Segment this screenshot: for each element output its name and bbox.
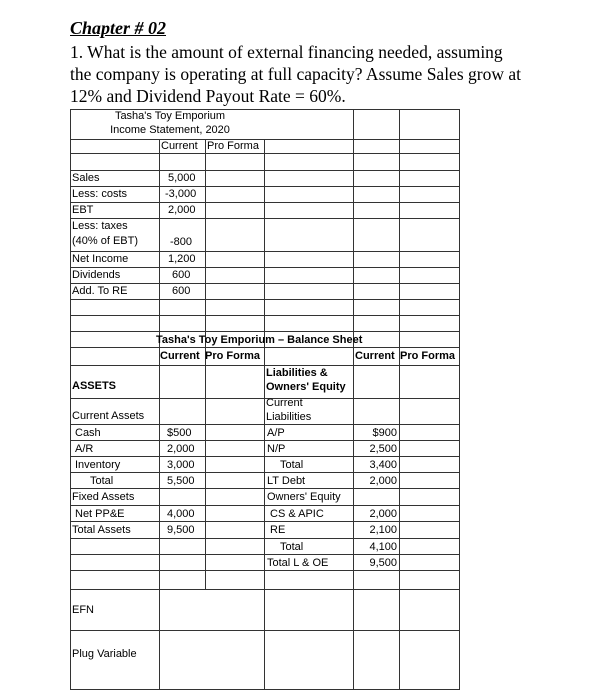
is-row-label: EBT [72, 204, 94, 216]
ar-current: 2,000 [167, 443, 195, 455]
is-row-current: 1,200 [168, 253, 196, 265]
total-assets-label: Total Assets [72, 524, 131, 536]
re-current: 2,100 [369, 524, 397, 536]
total-cl-current: 3,400 [369, 459, 397, 471]
cash-current: $500 [167, 427, 192, 439]
bs-col-current: Current [160, 350, 200, 362]
bs-col-current-right: Current [355, 350, 395, 362]
is-col-pro-forma: Pro Forma [207, 140, 259, 152]
ap-label: A/P [267, 427, 285, 439]
chapter-title: Chapter # 02 [70, 18, 167, 38]
is-row-current: 600 [172, 285, 191, 297]
total-oe-label: Total [280, 541, 304, 553]
question-line-2: the company is operating at full capacity? Assume Sales grow at [70, 64, 521, 84]
bs-title: Tasha's Toy Emporium – Balance Sheet [156, 334, 363, 346]
net-ppe-current: 4,000 [167, 508, 195, 520]
net-ppe-label: Net PP&E [75, 508, 125, 520]
current-liab-label-2: Liabilities [266, 411, 312, 423]
np-label: N/P [267, 443, 286, 455]
total-ca-current: 5,500 [167, 475, 195, 487]
inventory-label: Inventory [75, 459, 121, 471]
is-row-label: Sales [72, 172, 100, 184]
is-row-current: -3,000 [165, 188, 197, 200]
is-row-label: Add. To RE [72, 285, 128, 297]
ap-current: $900 [372, 427, 397, 439]
question-line-3: 12% and Dividend Payout Rate = 60%. [70, 86, 346, 106]
total-loe-label: Total L & OE [267, 557, 329, 569]
lt-debt-label: LT Debt [267, 475, 306, 487]
lt-debt-current: 2,000 [369, 475, 397, 487]
is-row-label-2: (40% of EBT) [72, 235, 139, 247]
cs-apic-current: 2,000 [369, 508, 397, 520]
owners-equity-label: Owners' Equity [267, 491, 341, 503]
efn-label: EFN [72, 604, 94, 616]
assets-header: ASSETS [72, 380, 117, 392]
is-title-1: Tasha's Toy Emporium [114, 110, 226, 122]
cash-label: Cash [75, 427, 101, 439]
is-title-2: Income Statement, 2020 [110, 124, 230, 136]
ar-label: A/R [75, 443, 94, 455]
is-row-label: Less: costs [72, 188, 128, 200]
total-assets-current: 9,500 [167, 524, 195, 536]
is-row-label: Dividends [72, 269, 121, 281]
is-col-current: Current [161, 140, 198, 152]
is-row-label: Less: taxes [72, 220, 128, 232]
fixed-assets-label: Fixed Assets [72, 491, 135, 503]
total-loe-current: 9,500 [369, 557, 397, 569]
is-row-current: 5,000 [168, 172, 196, 184]
is-row-current: -800 [170, 236, 193, 248]
current-assets-label: Current Assets [72, 410, 145, 422]
total-oe-current: 4,100 [369, 541, 397, 553]
is-row-label: Net Income [72, 253, 129, 265]
question-line-1: 1. What is the amount of external financing needed, assuming [70, 42, 503, 62]
bs-col-pro-forma-right: Pro Forma [400, 350, 456, 362]
re-label: RE [270, 524, 286, 536]
cs-apic-label: CS & APIC [270, 508, 324, 520]
np-current: 2,500 [369, 443, 397, 455]
is-row-current: 2,000 [168, 204, 196, 216]
bs-col-pro-forma: Pro Forma [205, 350, 261, 362]
liab-header-1: Liabilities & [266, 367, 328, 379]
liab-header-2: Owners' Equity [266, 381, 346, 393]
is-row-current: 600 [172, 269, 191, 281]
current-liab-label-1: Current [266, 397, 303, 409]
inventory-current: 3,000 [167, 459, 195, 471]
plug-variable-label: Plug Variable [72, 648, 137, 660]
total-ca-label: Total [90, 475, 114, 487]
total-cl-label: Total [280, 459, 304, 471]
